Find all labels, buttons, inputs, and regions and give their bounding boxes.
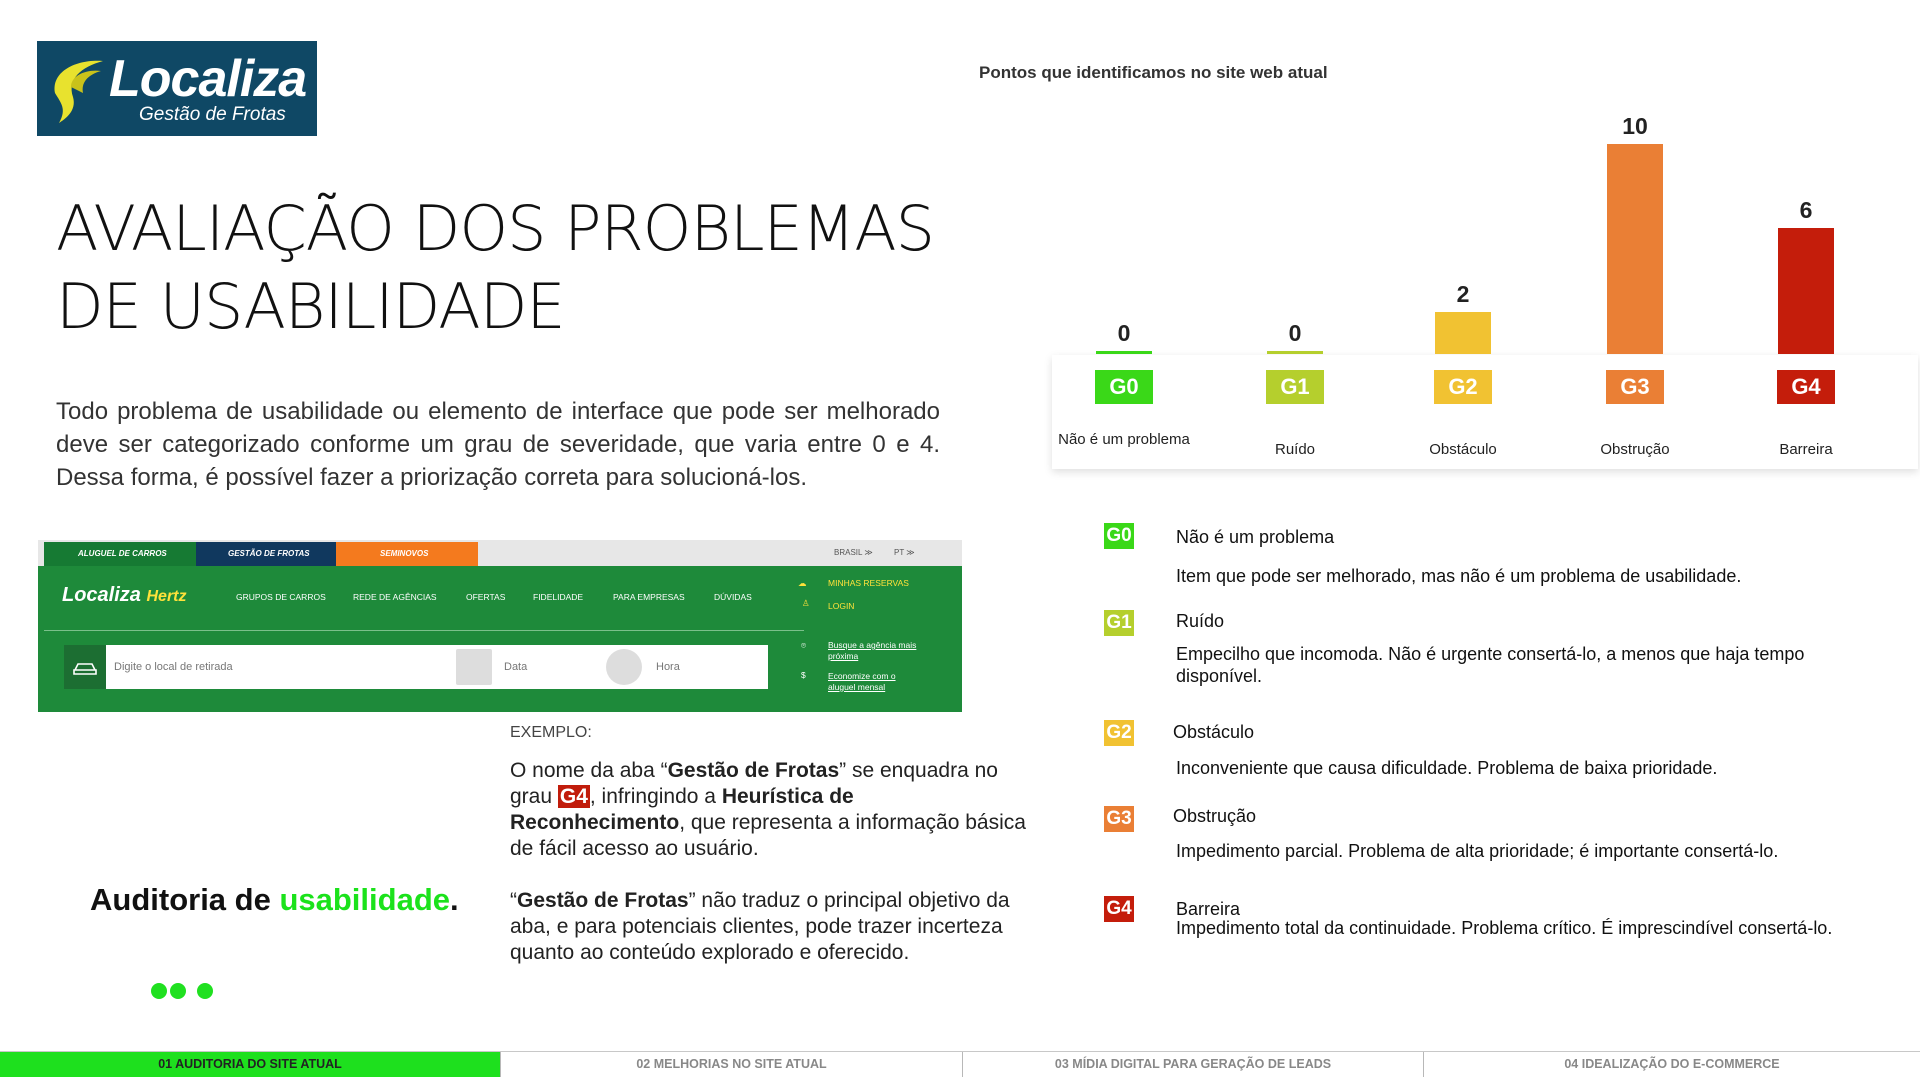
category-label: Ruído bbox=[1274, 441, 1316, 458]
bottom-nav-item-melhorias[interactable]: 02 MELHORIAS NO SITE ATUAL bbox=[500, 1052, 962, 1077]
legend-badge-g0: G0 bbox=[1104, 523, 1134, 549]
my-reservations-link[interactable]: MINHAS RESERVAS bbox=[828, 578, 909, 588]
language-select[interactable]: PT ≫ bbox=[894, 548, 915, 557]
bottom-nav bbox=[0, 1051, 1920, 1077]
severity-bar-chart bbox=[1040, 50, 1900, 356]
location-pin-icon: ⌾ bbox=[801, 640, 807, 650]
nav-duvidas[interactable]: DÚVIDAS bbox=[714, 592, 752, 602]
category-badge-g3: G3 bbox=[1606, 370, 1664, 404]
legend-description: Item que pode ser melhorado, mas não é um problema de usabilidade. bbox=[1176, 566, 1742, 586]
category-label: Não é um problema bbox=[1058, 431, 1190, 448]
legend-badge-g4: G4 bbox=[1104, 896, 1134, 922]
pagination-dot[interactable] bbox=[170, 983, 186, 999]
monthly-rental-link[interactable]: Economize com o aluguel mensal bbox=[828, 671, 896, 692]
legend-name: Obstáculo bbox=[1173, 722, 1255, 742]
inline-g4-badge: G4 bbox=[559, 785, 588, 808]
category-badge-g0: G0 bbox=[1095, 370, 1153, 404]
time-input[interactable]: Hora bbox=[656, 661, 680, 673]
bar-value-label: 0 bbox=[1288, 320, 1302, 346]
nav-ofertas[interactable]: OFERTAS bbox=[466, 592, 506, 602]
title-line-2: DE USABILIDADE bbox=[56, 270, 565, 343]
car-icon bbox=[64, 645, 106, 689]
pagination-dot[interactable] bbox=[197, 983, 213, 999]
legend-badge-g2: G2 bbox=[1104, 720, 1134, 746]
bottom-nav-item-auditoria[interactable]: 01 AUDITORIA DO SITE ATUAL bbox=[0, 1052, 500, 1077]
pagination-dot[interactable] bbox=[151, 983, 167, 999]
login-link[interactable]: LOGIN bbox=[828, 601, 855, 611]
calendar-icon bbox=[456, 649, 492, 685]
bar-g4 bbox=[1778, 228, 1834, 354]
category-badge-g2: G2 bbox=[1434, 370, 1492, 404]
bar-value-label: 10 bbox=[1622, 113, 1648, 139]
swoosh-icon bbox=[47, 53, 107, 125]
country-select[interactable]: BRASIL ≫ bbox=[834, 548, 873, 557]
money-icon: $ bbox=[801, 670, 806, 680]
bottom-nav-item-ecommerce[interactable]: 04 IDEALIZAÇÃO DO E-COMMERCE bbox=[1423, 1052, 1920, 1077]
category-badge-g1: G1 bbox=[1266, 370, 1324, 404]
legend-badge-g1: G1 bbox=[1104, 610, 1134, 636]
cloud-icon: ☁ bbox=[798, 578, 807, 588]
clock-icon bbox=[606, 649, 642, 685]
date-input[interactable]: Data bbox=[504, 661, 528, 673]
site-tab-seminovos[interactable]: SEMINOVOS bbox=[336, 542, 478, 566]
category-label: Obstáculo bbox=[1429, 441, 1497, 458]
pickup-search-bar bbox=[64, 645, 768, 689]
nav-fidelidade[interactable]: FIDELIDADE bbox=[533, 592, 584, 602]
user-icon: ♙ bbox=[802, 598, 810, 608]
legend-name: Obstrução bbox=[1173, 806, 1257, 826]
legend-name: Não é um problema bbox=[1176, 527, 1335, 547]
nearest-agency-link[interactable]: Busque a agência mais próxima bbox=[828, 640, 917, 661]
site-screenshot bbox=[38, 540, 962, 712]
bar-g2 bbox=[1435, 312, 1491, 354]
site-logo[interactable]: Localiza Hertz bbox=[62, 584, 187, 606]
example-label: EXEMPLO: bbox=[510, 724, 592, 741]
example-paragraph-1: O nome da aba “Gestão de Frotas” se enquadra no grau G4, infringindo a Heurística de Reconhecimento, que representa a informação básica de fácil acesso ao usuário. bbox=[510, 759, 1026, 860]
logo-brand: Localiza bbox=[109, 50, 307, 108]
legend-name: Barreira bbox=[1176, 899, 1241, 919]
legend-badge-g3: G3 bbox=[1104, 806, 1134, 832]
nav-grupos[interactable]: GRUPOS DE CARROS bbox=[236, 592, 326, 602]
example-paragraph-2: “Gestão de Frotas” não traduz o principal objetivo da aba, e para potenciais clientes, pode trazer incerteza quanto ao conteúdo explorado e oferecido. bbox=[510, 889, 1010, 964]
audit-tagline: Auditoria de usabilidade. bbox=[90, 882, 459, 917]
bar-value-label: 6 bbox=[1799, 197, 1813, 223]
legend-name: Ruído bbox=[1176, 611, 1225, 631]
bar-value-label: 2 bbox=[1456, 281, 1470, 307]
page-title bbox=[56, 190, 956, 346]
bar-g3 bbox=[1607, 144, 1663, 354]
nav-empresas[interactable]: PARA EMPRESAS bbox=[613, 592, 685, 602]
chart-title: Pontos que identificamos no site web atual bbox=[979, 63, 1328, 82]
category-badge-g4: G4 bbox=[1777, 370, 1835, 404]
site-tab-gestao[interactable]: GESTÃO DE FROTAS bbox=[196, 542, 336, 566]
legend-description: Inconveniente que causa dificuldade. Problema de baixa prioridade. bbox=[1176, 758, 1718, 778]
site-divider bbox=[44, 630, 804, 631]
legend-description: Impedimento parcial. Problema de alta prioridade; é importante consertá-lo. bbox=[1176, 841, 1779, 861]
logo-subtitle: Gestão de Frotas bbox=[139, 104, 286, 125]
bar-g1 bbox=[1267, 351, 1323, 354]
legend-description: Empecilho que incomoda. Não é urgente consertá-lo, a menos que haja tempo disponível. bbox=[1176, 644, 1805, 686]
pickup-location-input[interactable]: Digite o local de retirada bbox=[114, 661, 233, 673]
site-tab-aluguel[interactable]: ALUGUEL DE CARROS bbox=[44, 542, 196, 566]
localiza-logo bbox=[37, 41, 317, 136]
title-line-1: AVALIAÇÃO DOS PROBLEMAS bbox=[56, 192, 935, 265]
bar-value-label: 0 bbox=[1117, 320, 1131, 346]
bar-g0 bbox=[1096, 351, 1152, 354]
category-label: Barreira bbox=[1779, 441, 1833, 458]
legend-description: Impedimento total da continuidade. Problema crítico. É imprescindível consertá-lo. bbox=[1176, 918, 1833, 938]
nav-rede[interactable]: REDE DE AGÊNCIAS bbox=[353, 592, 437, 602]
bottom-nav-item-midia[interactable]: 03 MÍDIA DIGITAL PARA GERAÇÃO DE LEADS bbox=[962, 1052, 1423, 1077]
category-label: Obstrução bbox=[1600, 441, 1670, 458]
intro-paragraph: Todo problema de usabilidade ou elemento de interface que pode ser melhorado deve ser categorizado conforme um grau de severidade, que varia entre 0 e 4. Dessa forma, é possível fazer a priorização correta para solucioná-los. bbox=[56, 398, 940, 491]
